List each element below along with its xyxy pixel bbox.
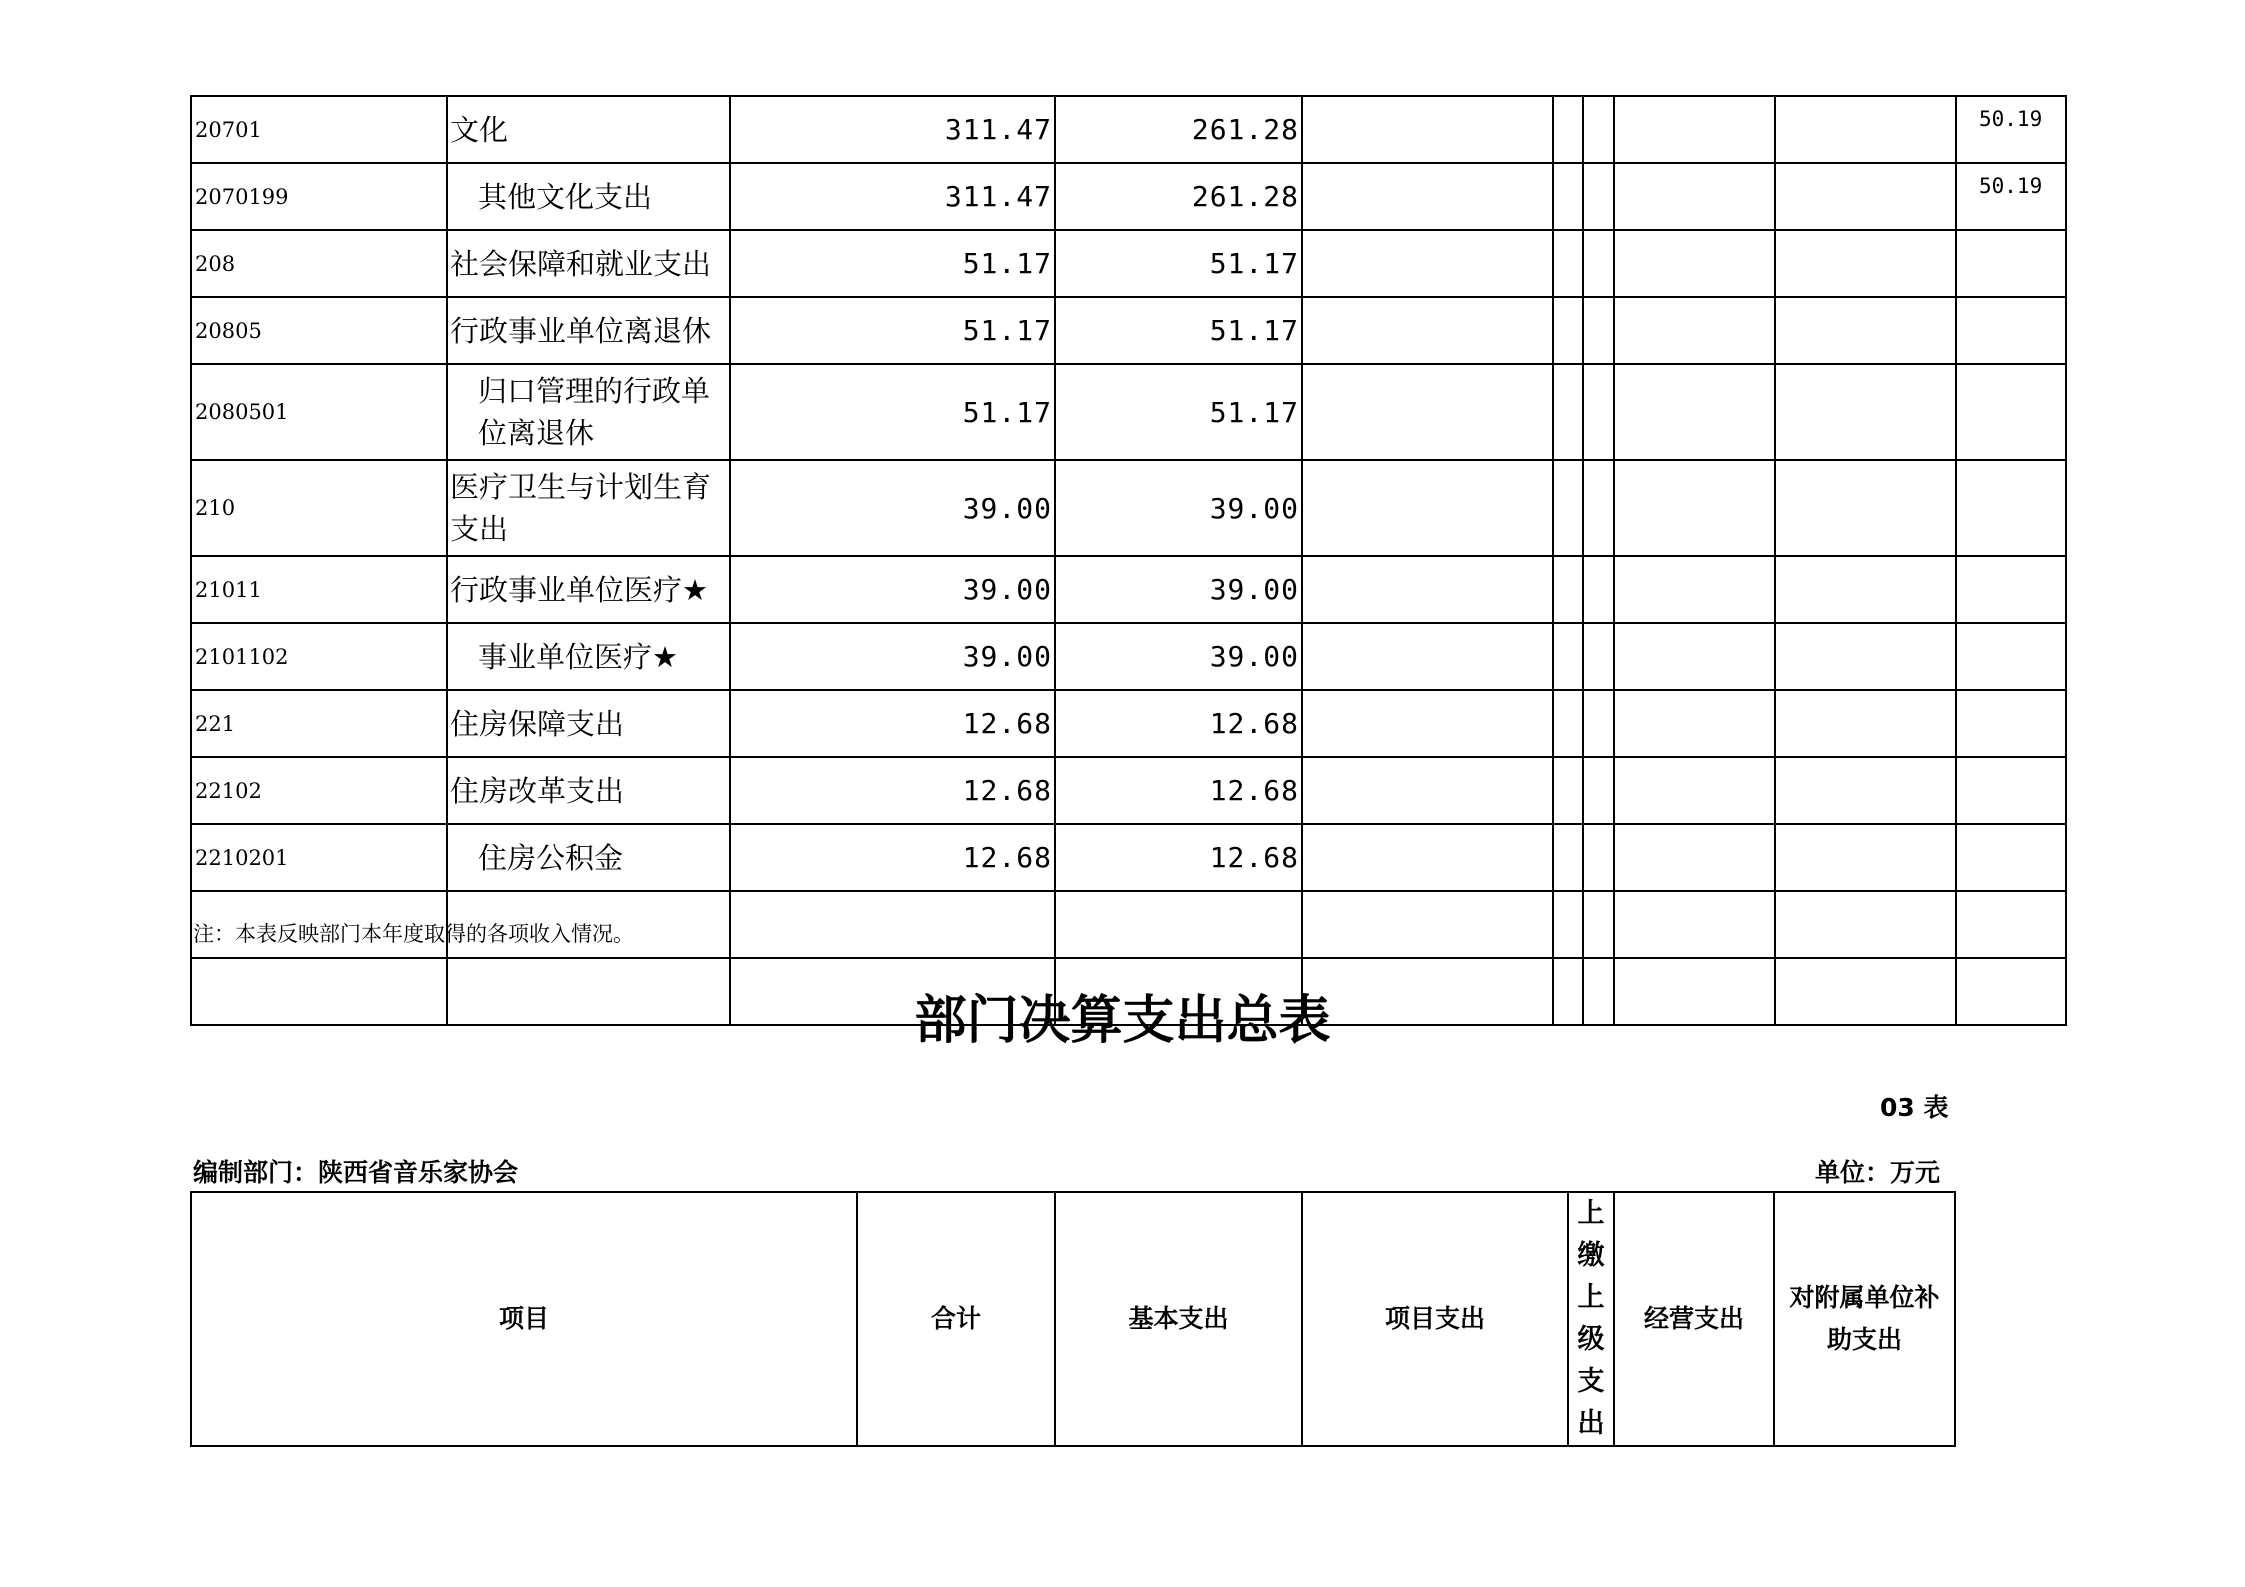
cell-empty bbox=[1553, 230, 1583, 297]
cell-amount-total: 39.00 bbox=[730, 623, 1055, 690]
unit-label: 单位：万元 bbox=[1815, 1158, 1941, 1187]
cell-amount-other bbox=[1956, 891, 2066, 958]
table-row bbox=[191, 364, 2066, 460]
cell-amount-other: 50.19 bbox=[1956, 96, 2066, 163]
cell-code: 208 bbox=[191, 230, 447, 297]
cell-empty bbox=[1302, 623, 1553, 690]
cell-empty bbox=[1614, 623, 1775, 690]
header-upper-char: 上 bbox=[1577, 1282, 1605, 1313]
cell-amount-total: 51.17 bbox=[730, 364, 1055, 460]
cell-name: 住房公积金 bbox=[447, 824, 730, 891]
cell-empty bbox=[1553, 891, 1583, 958]
cell-empty bbox=[1614, 297, 1775, 364]
cell-name: 归口管理的行政单位离退休 bbox=[447, 364, 730, 460]
cell-amount-basic: 51.17 bbox=[1055, 364, 1302, 460]
cell-empty bbox=[1302, 556, 1553, 623]
cell-empty bbox=[1583, 623, 1614, 690]
cell-name: 文化 bbox=[447, 96, 730, 163]
cell-amount-basic: 39.00 bbox=[1055, 623, 1302, 690]
header-upper-char: 支 bbox=[1577, 1366, 1605, 1397]
cell-empty bbox=[1583, 891, 1614, 958]
cell-amount-total: 39.00 bbox=[730, 556, 1055, 623]
cell-amount-other bbox=[1956, 297, 2066, 364]
header-basic: 基本支出 bbox=[1055, 1192, 1302, 1446]
cell-empty bbox=[1553, 364, 1583, 460]
cell-name: 社会保障和就业支出 bbox=[447, 230, 730, 297]
cell-empty bbox=[1302, 757, 1553, 824]
cell-amount-other bbox=[1956, 460, 2066, 556]
cell-name: 行政事业单位离退休 bbox=[447, 297, 730, 364]
compiling-department: 编制部门：陕西省音乐家协会 bbox=[193, 1158, 519, 1187]
cell-amount-basic: 261.28 bbox=[1055, 96, 1302, 163]
cell-amount-other bbox=[1956, 690, 2066, 757]
cell-empty bbox=[1302, 460, 1553, 556]
cell-amount-basic: 39.00 bbox=[1055, 460, 1302, 556]
header-upper-char: 缴 bbox=[1577, 1240, 1605, 1271]
header-upper-char: 上 bbox=[1577, 1198, 1605, 1229]
cell-empty bbox=[1553, 556, 1583, 623]
cell-code: 2080501 bbox=[191, 364, 447, 460]
cell-empty bbox=[1583, 163, 1614, 230]
cell-empty bbox=[1614, 460, 1775, 556]
cell-empty bbox=[1775, 891, 1956, 958]
table-row bbox=[191, 297, 2066, 364]
cell-code: 21011 bbox=[191, 556, 447, 623]
cell-empty bbox=[1583, 230, 1614, 297]
cell-code: 2210201 bbox=[191, 824, 447, 891]
cell-empty bbox=[1583, 96, 1614, 163]
cell-amount-other bbox=[1956, 623, 2066, 690]
cell-empty bbox=[1553, 690, 1583, 757]
header-item: 项目 bbox=[191, 1192, 857, 1446]
cell-empty bbox=[1553, 824, 1583, 891]
header-project: 项目支出 bbox=[1302, 1192, 1568, 1446]
cell-code: 2101102 bbox=[191, 623, 447, 690]
cell-amount-total bbox=[730, 891, 1055, 958]
cell-empty bbox=[1614, 757, 1775, 824]
cell-empty bbox=[1775, 364, 1956, 460]
header-subsidy bbox=[1774, 1192, 1955, 1446]
cell-code: 20805 bbox=[191, 297, 447, 364]
cell-empty bbox=[1775, 690, 1956, 757]
table-row bbox=[191, 230, 2066, 297]
cell-amount-other bbox=[1956, 824, 2066, 891]
cell-amount-total: 12.68 bbox=[730, 690, 1055, 757]
cell-empty bbox=[1775, 163, 1956, 230]
cell-empty bbox=[1614, 163, 1775, 230]
cell-name: 住房保障支出 bbox=[447, 690, 730, 757]
table-row bbox=[191, 690, 2066, 757]
cell-amount-other bbox=[1956, 230, 2066, 297]
cell-code: 22102 bbox=[191, 757, 447, 824]
cell-empty bbox=[1614, 556, 1775, 623]
cell-empty bbox=[1775, 623, 1956, 690]
cell-empty bbox=[1583, 757, 1614, 824]
cell-empty bbox=[1302, 891, 1553, 958]
table-row bbox=[191, 757, 2066, 824]
cell-empty bbox=[1614, 690, 1775, 757]
expenditure-table-header bbox=[190, 1191, 1956, 1447]
cell-name: 其他文化支出 bbox=[447, 163, 730, 230]
cell-name: 住房改革支出 bbox=[447, 757, 730, 824]
header-upper-char: 级 bbox=[1577, 1324, 1605, 1355]
cell-empty bbox=[1553, 297, 1583, 364]
cell-amount-total: 311.47 bbox=[730, 96, 1055, 163]
cell-empty bbox=[1553, 163, 1583, 230]
cell-amount-basic: 261.28 bbox=[1055, 163, 1302, 230]
cell-empty bbox=[1302, 824, 1553, 891]
cell-empty bbox=[1583, 297, 1614, 364]
table-row bbox=[191, 460, 2066, 556]
cell-empty bbox=[1775, 460, 1956, 556]
cell-amount-other bbox=[1956, 757, 2066, 824]
table-number: 03 表 bbox=[1880, 1093, 1949, 1122]
cell-amount-total: 12.68 bbox=[730, 824, 1055, 891]
header-row bbox=[191, 1192, 1955, 1446]
cell-empty bbox=[1775, 556, 1956, 623]
cell-empty bbox=[1583, 556, 1614, 623]
cell-amount-total: 39.00 bbox=[730, 460, 1055, 556]
cell-empty bbox=[1775, 824, 1956, 891]
header-total: 合计 bbox=[857, 1192, 1055, 1446]
income-table-body bbox=[191, 96, 2066, 1025]
cell-empty bbox=[1614, 824, 1775, 891]
cell-empty bbox=[1614, 364, 1775, 460]
cell-amount-basic: 51.17 bbox=[1055, 230, 1302, 297]
cell-empty bbox=[1583, 364, 1614, 460]
table-row bbox=[191, 824, 2066, 891]
cell-amount-other: 50.19 bbox=[1956, 163, 2066, 230]
cell-empty bbox=[1302, 163, 1553, 230]
cell-amount-other bbox=[1956, 364, 2066, 460]
cell-empty bbox=[1614, 230, 1775, 297]
cell-amount-basic: 51.17 bbox=[1055, 297, 1302, 364]
cell-amount-basic bbox=[1055, 891, 1302, 958]
cell-empty bbox=[1614, 891, 1775, 958]
header-upper-char: 出 bbox=[1577, 1408, 1605, 1439]
cell-empty bbox=[1583, 460, 1614, 556]
income-table bbox=[190, 95, 2067, 1026]
cell-amount-basic: 12.68 bbox=[1055, 690, 1302, 757]
cell-empty bbox=[1583, 690, 1614, 757]
cell-name: 事业单位医疗★ bbox=[447, 623, 730, 690]
table-row bbox=[191, 96, 2066, 163]
cell-empty bbox=[1614, 96, 1775, 163]
cell-empty bbox=[1302, 364, 1553, 460]
cell-empty bbox=[1775, 230, 1956, 297]
header-business: 经营支出 bbox=[1614, 1192, 1774, 1446]
header-subsidy-line: 助支出 bbox=[1826, 1325, 1902, 1354]
cell-code: 210 bbox=[191, 460, 447, 556]
cell-name: 行政事业单位医疗★ bbox=[447, 556, 730, 623]
cell-amount-total: 311.47 bbox=[730, 163, 1055, 230]
cell-amount-total: 51.17 bbox=[730, 297, 1055, 364]
cell-empty bbox=[1302, 690, 1553, 757]
cell-empty bbox=[1775, 297, 1956, 364]
cell-empty bbox=[1775, 96, 1956, 163]
cell-empty bbox=[1553, 96, 1583, 163]
cell-amount-basic: 39.00 bbox=[1055, 556, 1302, 623]
cell-amount-basic: 12.68 bbox=[1055, 824, 1302, 891]
cell-amount-basic: 12.68 bbox=[1055, 757, 1302, 824]
table-note: 注：本表反映部门本年度取得的各项收入情况。 bbox=[193, 922, 634, 946]
cell-code: 221 bbox=[191, 690, 447, 757]
cell-empty bbox=[1553, 757, 1583, 824]
cell-empty bbox=[1583, 824, 1614, 891]
table-row bbox=[191, 163, 2066, 230]
page-title: 部门决算支出总表 bbox=[914, 991, 1331, 1051]
cell-empty bbox=[1302, 96, 1553, 163]
cell-name: 医疗卫生与计划生育支出 bbox=[447, 460, 730, 556]
cell-code: 2070199 bbox=[191, 163, 447, 230]
cell-empty bbox=[1553, 460, 1583, 556]
cell-empty bbox=[1553, 623, 1583, 690]
header-upper-remit bbox=[1568, 1192, 1614, 1446]
table-row bbox=[191, 623, 2066, 690]
cell-amount-total: 12.68 bbox=[730, 757, 1055, 824]
cell-amount-other bbox=[1956, 556, 2066, 623]
table-row bbox=[191, 556, 2066, 623]
cell-empty bbox=[1775, 757, 1956, 824]
cell-code: 20701 bbox=[191, 96, 447, 163]
cell-empty bbox=[1302, 297, 1553, 364]
header-subsidy-line: 对附属单位补 bbox=[1789, 1283, 1940, 1312]
cell-empty bbox=[1302, 230, 1553, 297]
cell-amount-total: 51.17 bbox=[730, 230, 1055, 297]
